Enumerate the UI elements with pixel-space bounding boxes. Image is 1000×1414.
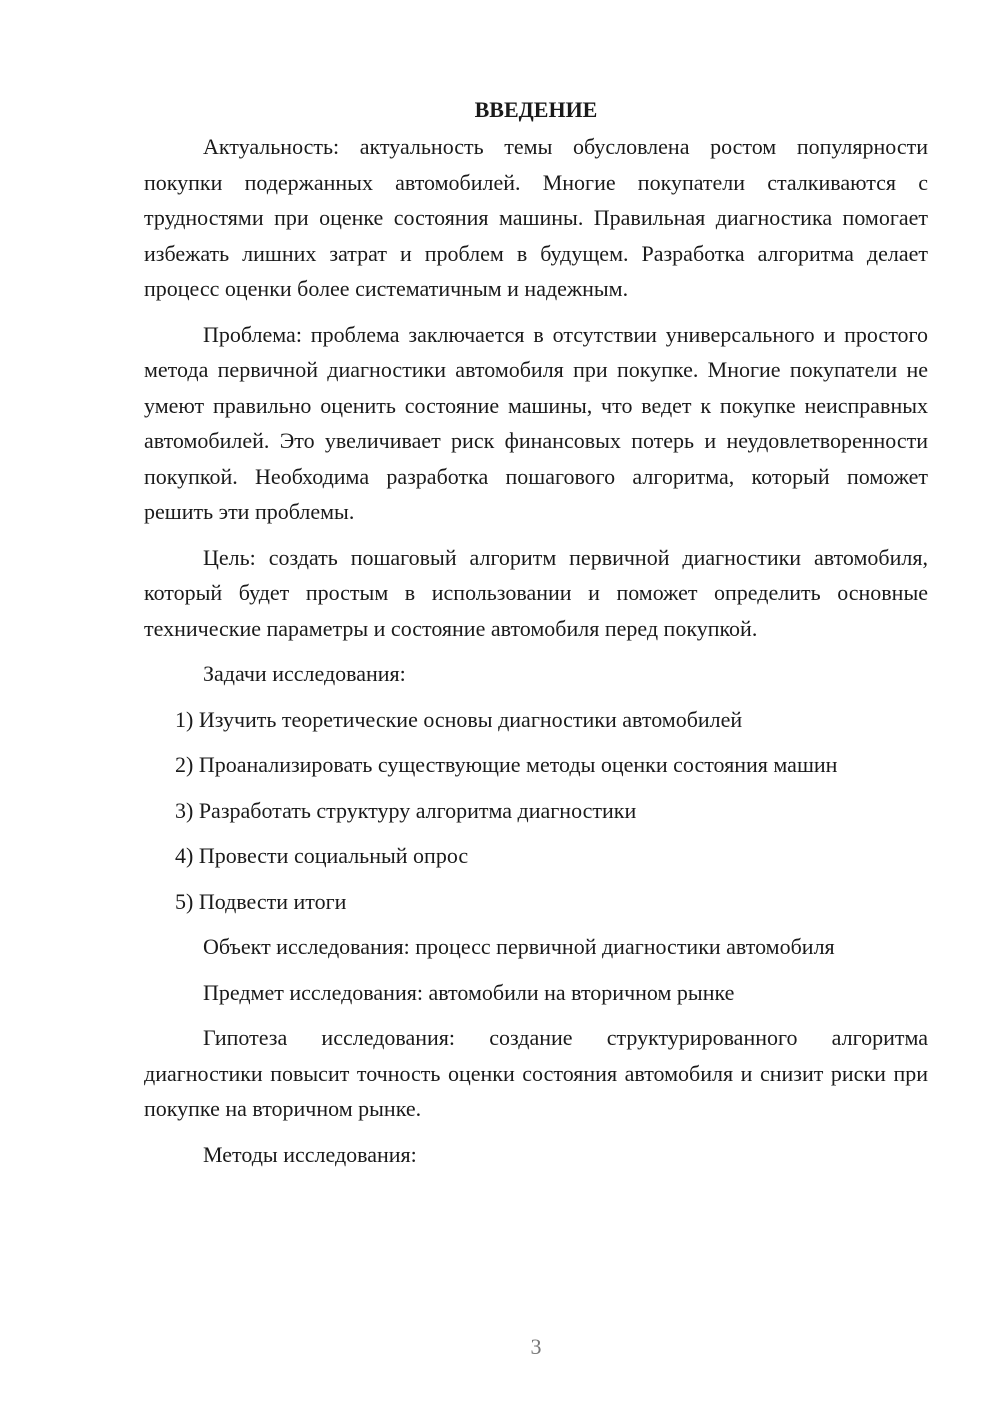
goal-paragraph: Цель: создать пошаговый алгоритм первичной диагностики автомобиля, который будет простым в использовании и поможет определить основные технические параметры и состояние автомобиля перед покупкой.	[144, 544, 928, 641]
hypothesis-paragraph: Гипотеза исследования: создание структурированного алгоритма диагностики повысит точность оценки состояния автомобиля и снизит риски при покупке на вторичном рынке.	[144, 1025, 928, 1121]
task-item: 5) Подвести итоги	[175, 888, 347, 914]
document-body	[144, 92, 928, 1182]
page-number: 3	[530, 1334, 542, 1359]
task-item: 3) Разработать структуру алгоритма диагностики	[175, 797, 637, 823]
section-title: ВВЕДЕНИЕ	[474, 97, 598, 122]
methods-heading: Методы исследования:	[203, 1141, 417, 1167]
research-object: Объект исследования: процесс первичной диагностики автомобиля	[203, 934, 835, 959]
task-item: 2) Проанализировать существующие методы оценки состояния машин	[175, 752, 838, 777]
research-subject: Предмет исследования: автомобили на вторичном рынке	[203, 979, 735, 1005]
relevance-paragraph: Актуальность: актуальность темы обусловлена ростом популярности покупки подержанных автомобилей. Многие покупатели сталкиваются с трудностями при оценке состояния машины. Правильная диагностика помогает избежать лишних затрат и проблем в будущем. Разработка алгоритма делает процесс оценки более систематичным и надежным.	[144, 134, 928, 301]
tasks-heading: Задачи исследования:	[203, 661, 406, 686]
problem-paragraph: Проблема: проблема заключается в отсутствии универсального и простого метода первичной диагностики автомобиля при покупке. Многие покупатели не умеют правильно оценить состояние машины, что ведет к покупке неисправных автомобилей. Это увеличивает риск финансовых потерь и неудовлетворенности покупкой. Необходима разработка пошагового алгоритма, который поможет решить эти проблемы.	[144, 321, 928, 524]
task-item: 4) Провести социальный опрос	[175, 843, 469, 868]
task-item: 1) Изучить теоретические основы диагностики автомобилей	[175, 706, 743, 732]
tasks-list	[144, 702, 928, 920]
